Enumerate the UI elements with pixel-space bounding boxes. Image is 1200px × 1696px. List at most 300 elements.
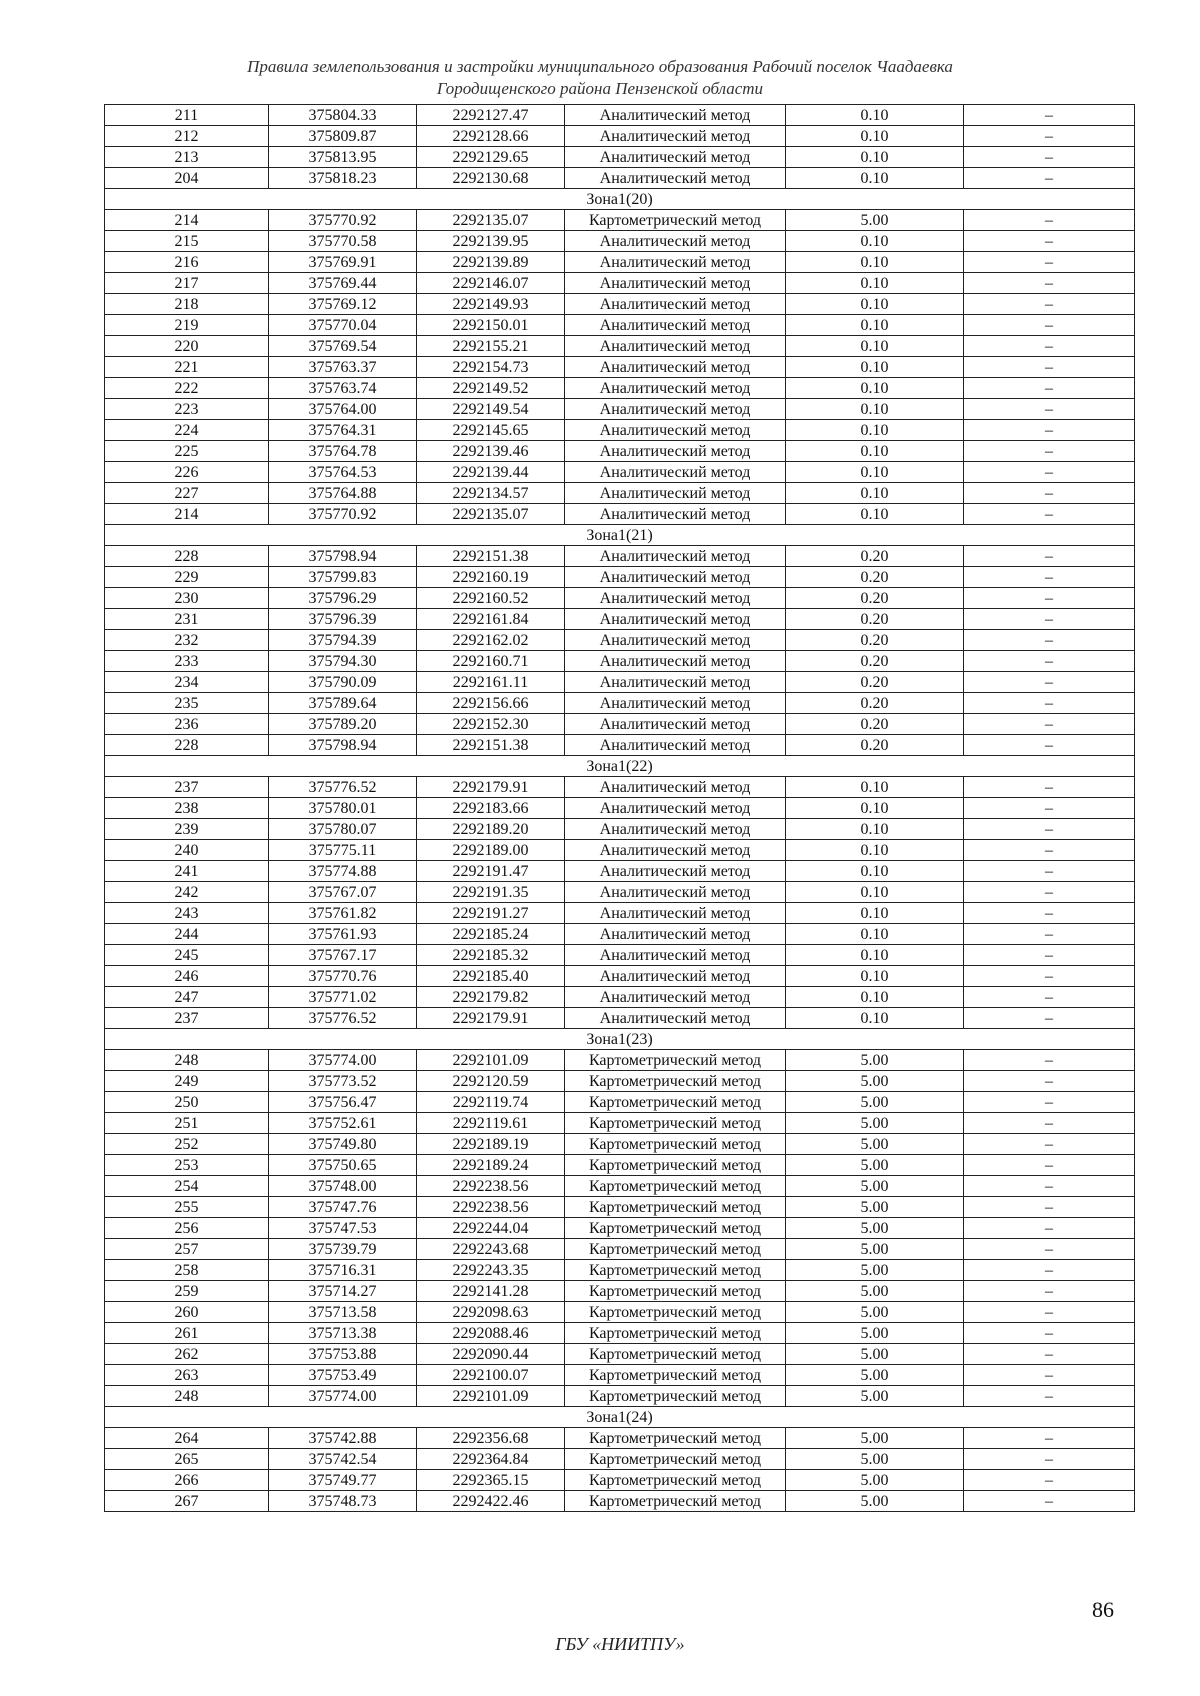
zone-header-row bbox=[105, 525, 1135, 546]
description-cell: – bbox=[964, 147, 1135, 168]
accuracy-cell: 0.20 bbox=[786, 630, 964, 651]
accuracy-cell: 5.00 bbox=[786, 1071, 964, 1092]
x-coordinate-cell: 375813.95 bbox=[269, 147, 417, 168]
method-cell: Аналитический метод bbox=[565, 987, 786, 1008]
x-coordinate-cell: 375749.80 bbox=[269, 1134, 417, 1155]
method-cell: Аналитический метод bbox=[565, 861, 786, 882]
x-coordinate-cell: 375764.31 bbox=[269, 420, 417, 441]
x-coordinate-cell: 375770.76 bbox=[269, 966, 417, 987]
table-row bbox=[105, 126, 1135, 147]
description-cell: – bbox=[964, 1491, 1135, 1512]
description-cell: – bbox=[964, 819, 1135, 840]
point-number-cell: 213 bbox=[105, 147, 269, 168]
accuracy-cell: 0.10 bbox=[786, 1008, 964, 1029]
y-coordinate-cell: 2292191.27 bbox=[417, 903, 565, 924]
method-cell: Картометрический метод bbox=[565, 1365, 786, 1386]
description-cell: – bbox=[964, 1134, 1135, 1155]
y-coordinate-cell: 2292238.56 bbox=[417, 1176, 565, 1197]
method-cell: Аналитический метод bbox=[565, 357, 786, 378]
table-row bbox=[105, 630, 1135, 651]
point-number-cell: 235 bbox=[105, 693, 269, 714]
y-coordinate-cell: 2292189.00 bbox=[417, 840, 565, 861]
table-row bbox=[105, 609, 1135, 630]
x-coordinate-cell: 375794.30 bbox=[269, 651, 417, 672]
table-row bbox=[105, 378, 1135, 399]
table-row bbox=[105, 273, 1135, 294]
table-row bbox=[105, 357, 1135, 378]
accuracy-cell: 0.20 bbox=[786, 609, 964, 630]
method-cell: Картометрический метод bbox=[565, 1176, 786, 1197]
zone-label: Зона1(21) bbox=[105, 525, 1135, 546]
method-cell: Картометрический метод bbox=[565, 1344, 786, 1365]
y-coordinate-cell: 2292101.09 bbox=[417, 1386, 565, 1407]
accuracy-cell: 0.20 bbox=[786, 714, 964, 735]
y-coordinate-cell: 2292127.47 bbox=[417, 105, 565, 126]
point-number-cell: 242 bbox=[105, 882, 269, 903]
y-coordinate-cell: 2292179.91 bbox=[417, 1008, 565, 1029]
point-number-cell: 263 bbox=[105, 1365, 269, 1386]
accuracy-cell: 0.10 bbox=[786, 966, 964, 987]
x-coordinate-cell: 375761.82 bbox=[269, 903, 417, 924]
accuracy-cell: 0.20 bbox=[786, 546, 964, 567]
point-number-cell: 215 bbox=[105, 231, 269, 252]
x-coordinate-cell: 375774.00 bbox=[269, 1386, 417, 1407]
point-number-cell: 260 bbox=[105, 1302, 269, 1323]
method-cell: Аналитический метод bbox=[565, 777, 786, 798]
accuracy-cell: 5.00 bbox=[786, 1155, 964, 1176]
x-coordinate-cell: 375774.88 bbox=[269, 861, 417, 882]
table-row bbox=[105, 1281, 1135, 1302]
y-coordinate-cell: 2292183.66 bbox=[417, 798, 565, 819]
x-coordinate-cell: 375742.88 bbox=[269, 1428, 417, 1449]
accuracy-cell: 5.00 bbox=[786, 1218, 964, 1239]
zone-label: Зона1(22) bbox=[105, 756, 1135, 777]
table-row bbox=[105, 210, 1135, 231]
description-cell: – bbox=[964, 945, 1135, 966]
accuracy-cell: 0.10 bbox=[786, 924, 964, 945]
accuracy-cell: 5.00 bbox=[786, 1113, 964, 1134]
point-number-cell: 232 bbox=[105, 630, 269, 651]
accuracy-cell: 0.10 bbox=[786, 105, 964, 126]
method-cell: Аналитический метод bbox=[565, 399, 786, 420]
y-coordinate-cell: 2292145.65 bbox=[417, 420, 565, 441]
accuracy-cell: 0.10 bbox=[786, 945, 964, 966]
method-cell: Аналитический метод bbox=[565, 378, 786, 399]
x-coordinate-cell: 375763.37 bbox=[269, 357, 417, 378]
accuracy-cell: 0.10 bbox=[786, 336, 964, 357]
accuracy-cell: 5.00 bbox=[786, 1197, 964, 1218]
accuracy-cell: 0.20 bbox=[786, 693, 964, 714]
description-cell: – bbox=[964, 252, 1135, 273]
description-cell: – bbox=[964, 882, 1135, 903]
y-coordinate-cell: 2292160.19 bbox=[417, 567, 565, 588]
accuracy-cell: 0.10 bbox=[786, 504, 964, 525]
zone-header-row bbox=[105, 756, 1135, 777]
x-coordinate-cell: 375771.02 bbox=[269, 987, 417, 1008]
description-cell: – bbox=[964, 777, 1135, 798]
y-coordinate-cell: 2292119.61 bbox=[417, 1113, 565, 1134]
description-cell: – bbox=[964, 399, 1135, 420]
y-coordinate-cell: 2292155.21 bbox=[417, 336, 565, 357]
description-cell: – bbox=[964, 168, 1135, 189]
header-line-2: Городищенского района Пензенской области bbox=[436, 79, 764, 98]
description-cell: – bbox=[964, 504, 1135, 525]
y-coordinate-cell: 2292130.68 bbox=[417, 168, 565, 189]
method-cell: Картометрический метод bbox=[565, 1239, 786, 1260]
point-number-cell: 258 bbox=[105, 1260, 269, 1281]
x-coordinate-cell: 375769.12 bbox=[269, 294, 417, 315]
method-cell: Аналитический метод bbox=[565, 273, 786, 294]
accuracy-cell: 5.00 bbox=[786, 1281, 964, 1302]
description-cell: – bbox=[964, 1386, 1135, 1407]
y-coordinate-cell: 2292179.82 bbox=[417, 987, 565, 1008]
description-cell: – bbox=[964, 1071, 1135, 1092]
accuracy-cell: 0.20 bbox=[786, 588, 964, 609]
method-cell: Аналитический метод bbox=[565, 420, 786, 441]
method-cell: Картометрический метод bbox=[565, 1260, 786, 1281]
table-row bbox=[105, 987, 1135, 1008]
point-number-cell: 223 bbox=[105, 399, 269, 420]
point-number-cell: 214 bbox=[105, 210, 269, 231]
description-cell: – bbox=[964, 924, 1135, 945]
y-coordinate-cell: 2292135.07 bbox=[417, 504, 565, 525]
point-number-cell: 248 bbox=[105, 1386, 269, 1407]
page-header bbox=[0, 56, 1200, 100]
table-row bbox=[105, 1449, 1135, 1470]
description-cell: – bbox=[964, 714, 1135, 735]
method-cell: Аналитический метод bbox=[565, 294, 786, 315]
point-number-cell: 261 bbox=[105, 1323, 269, 1344]
method-cell: Аналитический метод bbox=[565, 693, 786, 714]
y-coordinate-cell: 2292365.15 bbox=[417, 1470, 565, 1491]
x-coordinate-cell: 375761.93 bbox=[269, 924, 417, 945]
x-coordinate-cell: 375775.11 bbox=[269, 840, 417, 861]
x-coordinate-cell: 375809.87 bbox=[269, 126, 417, 147]
description-cell: – bbox=[964, 294, 1135, 315]
description-cell: – bbox=[964, 1365, 1135, 1386]
point-number-cell: 244 bbox=[105, 924, 269, 945]
point-number-cell: 257 bbox=[105, 1239, 269, 1260]
point-number-cell: 267 bbox=[105, 1491, 269, 1512]
point-number-cell: 247 bbox=[105, 987, 269, 1008]
accuracy-cell: 5.00 bbox=[786, 1092, 964, 1113]
y-coordinate-cell: 2292149.93 bbox=[417, 294, 565, 315]
y-coordinate-cell: 2292150.01 bbox=[417, 315, 565, 336]
method-cell: Картометрический метод bbox=[565, 1113, 786, 1134]
description-cell: – bbox=[964, 693, 1135, 714]
table-row bbox=[105, 1491, 1135, 1512]
table-row bbox=[105, 147, 1135, 168]
accuracy-cell: 5.00 bbox=[786, 1470, 964, 1491]
point-number-cell: 212 bbox=[105, 126, 269, 147]
table-row bbox=[105, 945, 1135, 966]
point-number-cell: 238 bbox=[105, 798, 269, 819]
table-row bbox=[105, 546, 1135, 567]
point-number-cell: 259 bbox=[105, 1281, 269, 1302]
accuracy-cell: 5.00 bbox=[786, 1344, 964, 1365]
point-number-cell: 255 bbox=[105, 1197, 269, 1218]
x-coordinate-cell: 375764.88 bbox=[269, 483, 417, 504]
description-cell: – bbox=[964, 336, 1135, 357]
x-coordinate-cell: 375753.49 bbox=[269, 1365, 417, 1386]
point-number-cell: 245 bbox=[105, 945, 269, 966]
point-number-cell: 230 bbox=[105, 588, 269, 609]
y-coordinate-cell: 2292422.46 bbox=[417, 1491, 565, 1512]
method-cell: Картометрический метод bbox=[565, 1071, 786, 1092]
description-cell: – bbox=[964, 315, 1135, 336]
method-cell: Аналитический метод bbox=[565, 462, 786, 483]
y-coordinate-cell: 2292161.11 bbox=[417, 672, 565, 693]
x-coordinate-cell: 375796.29 bbox=[269, 588, 417, 609]
y-coordinate-cell: 2292090.44 bbox=[417, 1344, 565, 1365]
point-number-cell: 266 bbox=[105, 1470, 269, 1491]
description-cell: – bbox=[964, 1344, 1135, 1365]
method-cell: Аналитический метод bbox=[565, 504, 786, 525]
description-cell: – bbox=[964, 1239, 1135, 1260]
method-cell: Аналитический метод bbox=[565, 105, 786, 126]
accuracy-cell: 0.10 bbox=[786, 294, 964, 315]
table-row bbox=[105, 294, 1135, 315]
table-row bbox=[105, 1113, 1135, 1134]
x-coordinate-cell: 375713.38 bbox=[269, 1323, 417, 1344]
table-row bbox=[105, 168, 1135, 189]
x-coordinate-cell: 375749.77 bbox=[269, 1470, 417, 1491]
y-coordinate-cell: 2292151.38 bbox=[417, 546, 565, 567]
accuracy-cell: 0.20 bbox=[786, 735, 964, 756]
description-cell: – bbox=[964, 1470, 1135, 1491]
x-coordinate-cell: 375770.04 bbox=[269, 315, 417, 336]
description-cell: – bbox=[964, 357, 1135, 378]
x-coordinate-cell: 375769.44 bbox=[269, 273, 417, 294]
y-coordinate-cell: 2292185.32 bbox=[417, 945, 565, 966]
point-number-cell: 252 bbox=[105, 1134, 269, 1155]
x-coordinate-cell: 375780.07 bbox=[269, 819, 417, 840]
y-coordinate-cell: 2292189.19 bbox=[417, 1134, 565, 1155]
x-coordinate-cell: 375716.31 bbox=[269, 1260, 417, 1281]
accuracy-cell: 5.00 bbox=[786, 1365, 964, 1386]
x-coordinate-cell: 375747.53 bbox=[269, 1218, 417, 1239]
description-cell: – bbox=[964, 546, 1135, 567]
accuracy-cell: 0.10 bbox=[786, 861, 964, 882]
accuracy-cell: 5.00 bbox=[786, 1050, 964, 1071]
x-coordinate-cell: 375763.74 bbox=[269, 378, 417, 399]
y-coordinate-cell: 2292100.07 bbox=[417, 1365, 565, 1386]
point-number-cell: 229 bbox=[105, 567, 269, 588]
table-row bbox=[105, 966, 1135, 987]
x-coordinate-cell: 375713.58 bbox=[269, 1302, 417, 1323]
description-cell: – bbox=[964, 1155, 1135, 1176]
table-row bbox=[105, 1155, 1135, 1176]
method-cell: Картометрический метод bbox=[565, 1134, 786, 1155]
accuracy-cell: 0.10 bbox=[786, 357, 964, 378]
accuracy-cell: 0.10 bbox=[786, 882, 964, 903]
description-cell: – bbox=[964, 210, 1135, 231]
table-row bbox=[105, 1386, 1135, 1407]
accuracy-cell: 0.10 bbox=[786, 777, 964, 798]
y-coordinate-cell: 2292179.91 bbox=[417, 777, 565, 798]
method-cell: Аналитический метод bbox=[565, 714, 786, 735]
y-coordinate-cell: 2292088.46 bbox=[417, 1323, 565, 1344]
description-cell: – bbox=[964, 378, 1135, 399]
method-cell: Аналитический метод bbox=[565, 252, 786, 273]
y-coordinate-cell: 2292149.54 bbox=[417, 399, 565, 420]
method-cell: Картометрический метод bbox=[565, 1197, 786, 1218]
table-row bbox=[105, 1302, 1135, 1323]
point-number-cell: 226 bbox=[105, 462, 269, 483]
x-coordinate-cell: 375747.76 bbox=[269, 1197, 417, 1218]
y-coordinate-cell: 2292189.20 bbox=[417, 819, 565, 840]
description-cell: – bbox=[964, 231, 1135, 252]
description-cell: – bbox=[964, 987, 1135, 1008]
method-cell: Картометрический метод bbox=[565, 1302, 786, 1323]
method-cell: Аналитический метод bbox=[565, 882, 786, 903]
point-number-cell: 227 bbox=[105, 483, 269, 504]
point-number-cell: 264 bbox=[105, 1428, 269, 1449]
y-coordinate-cell: 2292238.56 bbox=[417, 1197, 565, 1218]
x-coordinate-cell: 375776.52 bbox=[269, 777, 417, 798]
table-row bbox=[105, 336, 1135, 357]
accuracy-cell: 5.00 bbox=[786, 1134, 964, 1155]
description-cell: – bbox=[964, 1113, 1135, 1134]
x-coordinate-cell: 375739.79 bbox=[269, 1239, 417, 1260]
description-cell: – bbox=[964, 903, 1135, 924]
zone-label: Зона1(23) bbox=[105, 1029, 1135, 1050]
method-cell: Картометрический метод bbox=[565, 1281, 786, 1302]
x-coordinate-cell: 375764.78 bbox=[269, 441, 417, 462]
method-cell: Картометрический метод bbox=[565, 1491, 786, 1512]
table-row bbox=[105, 1071, 1135, 1092]
table-row bbox=[105, 1239, 1135, 1260]
point-number-cell: 234 bbox=[105, 672, 269, 693]
accuracy-cell: 5.00 bbox=[786, 1449, 964, 1470]
method-cell: Картометрический метод bbox=[565, 1428, 786, 1449]
table-row bbox=[105, 714, 1135, 735]
table-row bbox=[105, 861, 1135, 882]
y-coordinate-cell: 2292098.63 bbox=[417, 1302, 565, 1323]
x-coordinate-cell: 375794.39 bbox=[269, 630, 417, 651]
x-coordinate-cell: 375756.47 bbox=[269, 1092, 417, 1113]
point-number-cell: 228 bbox=[105, 735, 269, 756]
method-cell: Аналитический метод bbox=[565, 798, 786, 819]
x-coordinate-cell: 375750.65 bbox=[269, 1155, 417, 1176]
accuracy-cell: 0.10 bbox=[786, 273, 964, 294]
table-row bbox=[105, 777, 1135, 798]
accuracy-cell: 5.00 bbox=[786, 1491, 964, 1512]
table-row bbox=[105, 924, 1135, 945]
table-row bbox=[105, 315, 1135, 336]
point-number-cell: 251 bbox=[105, 1113, 269, 1134]
x-coordinate-cell: 375774.00 bbox=[269, 1050, 417, 1071]
accuracy-cell: 0.10 bbox=[786, 441, 964, 462]
table-row bbox=[105, 1428, 1135, 1449]
description-cell: – bbox=[964, 1428, 1135, 1449]
method-cell: Аналитический метод bbox=[565, 1008, 786, 1029]
table-row bbox=[105, 1323, 1135, 1344]
y-coordinate-cell: 2292139.46 bbox=[417, 441, 565, 462]
description-cell: – bbox=[964, 861, 1135, 882]
method-cell: Аналитический метод bbox=[565, 966, 786, 987]
point-number-cell: 222 bbox=[105, 378, 269, 399]
x-coordinate-cell: 375789.64 bbox=[269, 693, 417, 714]
y-coordinate-cell: 2292134.57 bbox=[417, 483, 565, 504]
x-coordinate-cell: 375818.23 bbox=[269, 168, 417, 189]
x-coordinate-cell: 375767.17 bbox=[269, 945, 417, 966]
method-cell: Аналитический метод bbox=[565, 735, 786, 756]
y-coordinate-cell: 2292356.68 bbox=[417, 1428, 565, 1449]
x-coordinate-cell: 375770.58 bbox=[269, 231, 417, 252]
description-cell: – bbox=[964, 126, 1135, 147]
y-coordinate-cell: 2292139.95 bbox=[417, 231, 565, 252]
point-number-cell: 220 bbox=[105, 336, 269, 357]
point-number-cell: 216 bbox=[105, 252, 269, 273]
y-coordinate-cell: 2292364.84 bbox=[417, 1449, 565, 1470]
point-number-cell: 221 bbox=[105, 357, 269, 378]
method-cell: Картометрический метод bbox=[565, 1449, 786, 1470]
zone-label: Зона1(20) bbox=[105, 189, 1135, 210]
y-coordinate-cell: 2292154.73 bbox=[417, 357, 565, 378]
description-cell: – bbox=[964, 483, 1135, 504]
description-cell: – bbox=[964, 609, 1135, 630]
header-line-1: Правила землепользования и застройки муниципального образования Рабочий поселок Чаадаевка bbox=[247, 57, 953, 76]
description-cell: – bbox=[964, 105, 1135, 126]
table-row bbox=[105, 1218, 1135, 1239]
point-number-cell: 231 bbox=[105, 609, 269, 630]
accuracy-cell: 5.00 bbox=[786, 1260, 964, 1281]
table-row bbox=[105, 567, 1135, 588]
point-number-cell: 224 bbox=[105, 420, 269, 441]
accuracy-cell: 0.10 bbox=[786, 819, 964, 840]
zone-header-row bbox=[105, 1029, 1135, 1050]
point-number-cell: 228 bbox=[105, 546, 269, 567]
method-cell: Аналитический метод bbox=[565, 672, 786, 693]
y-coordinate-cell: 2292128.66 bbox=[417, 126, 565, 147]
point-number-cell: 248 bbox=[105, 1050, 269, 1071]
table-row bbox=[105, 231, 1135, 252]
point-number-cell: 237 bbox=[105, 1008, 269, 1029]
x-coordinate-cell: 375799.83 bbox=[269, 567, 417, 588]
y-coordinate-cell: 2292191.47 bbox=[417, 861, 565, 882]
accuracy-cell: 5.00 bbox=[786, 1323, 964, 1344]
point-number-cell: 236 bbox=[105, 714, 269, 735]
x-coordinate-cell: 375770.92 bbox=[269, 210, 417, 231]
page-footer: ГБУ «НИИТПУ» bbox=[555, 1634, 685, 1654]
y-coordinate-cell: 2292139.89 bbox=[417, 252, 565, 273]
point-number-cell: 211 bbox=[105, 105, 269, 126]
page-number: 86 bbox=[1092, 1597, 1114, 1622]
table-row bbox=[105, 840, 1135, 861]
description-cell: – bbox=[964, 441, 1135, 462]
method-cell: Аналитический метод bbox=[565, 315, 786, 336]
table-row bbox=[105, 1365, 1135, 1386]
method-cell: Картометрический метод bbox=[565, 1470, 786, 1491]
description-cell: – bbox=[964, 273, 1135, 294]
description-cell: – bbox=[964, 1008, 1135, 1029]
x-coordinate-cell: 375764.00 bbox=[269, 399, 417, 420]
x-coordinate-cell: 375796.39 bbox=[269, 609, 417, 630]
accuracy-cell: 0.10 bbox=[786, 126, 964, 147]
y-coordinate-cell: 2292191.35 bbox=[417, 882, 565, 903]
accuracy-cell: 0.10 bbox=[786, 315, 964, 336]
description-cell: – bbox=[964, 1302, 1135, 1323]
point-number-cell: 239 bbox=[105, 819, 269, 840]
x-coordinate-cell: 375773.52 bbox=[269, 1071, 417, 1092]
point-number-cell: 256 bbox=[105, 1218, 269, 1239]
x-coordinate-cell: 375769.54 bbox=[269, 336, 417, 357]
table-row bbox=[105, 1050, 1135, 1071]
y-coordinate-cell: 2292119.74 bbox=[417, 1092, 565, 1113]
method-cell: Аналитический метод bbox=[565, 336, 786, 357]
accuracy-cell: 0.10 bbox=[786, 147, 964, 168]
